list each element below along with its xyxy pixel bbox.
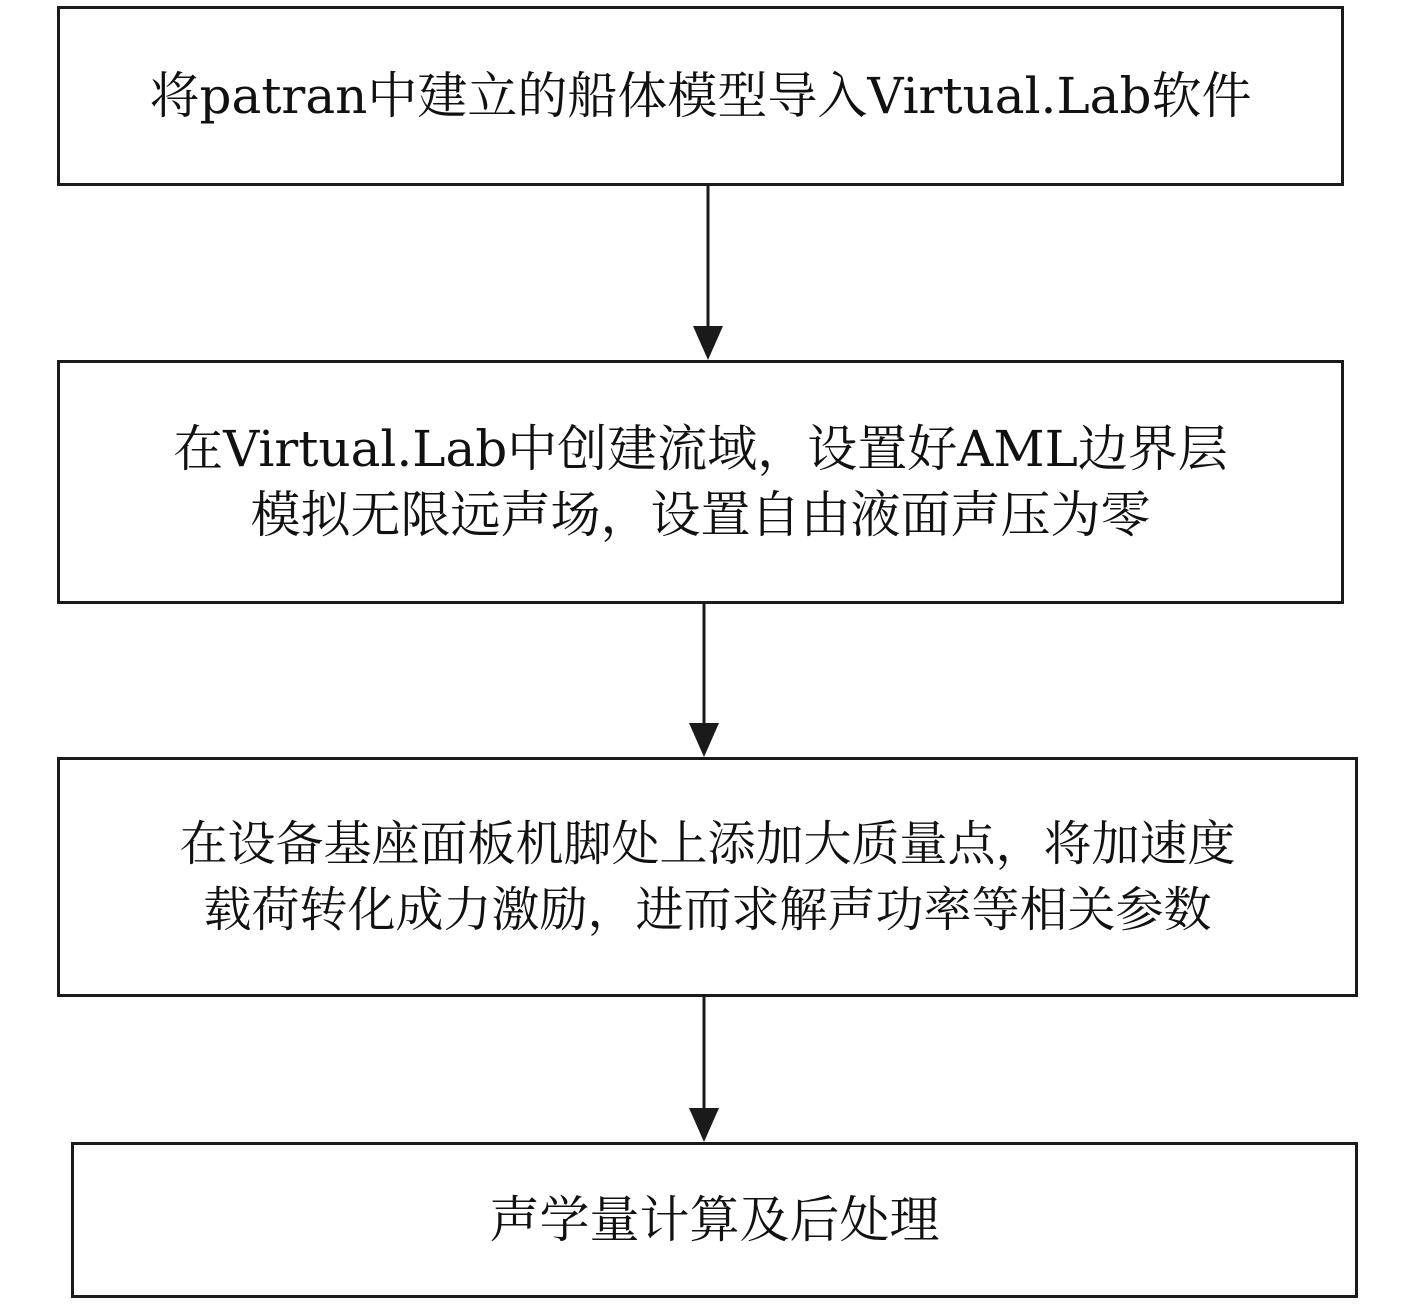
step-1-line-1: 将patran中建立的船体模型导入Virtual.Lab软件 [149, 67, 1252, 125]
arrow-step1-to-step2 [693, 186, 723, 360]
step-2-line-1: 在Virtual.Lab中创建流域，设置好AML边界层 [173, 420, 1228, 478]
step-4-postprocessing [71, 1142, 1358, 1298]
step-2-create-fluid-domain [57, 360, 1344, 604]
step-3-line-1: 在设备基座面板机脚处上添加大质量点，将加速度 [179, 816, 1236, 872]
arrow-step2-to-step3 [689, 604, 719, 757]
step-2-line-2: 模拟无限远声场，设置自由液面声压为零 [250, 486, 1151, 544]
step-3-add-mass-points [57, 757, 1358, 997]
step-3-line-2: 载荷转化成力激励，进而求解声功率等相关参数 [203, 882, 1212, 938]
arrow-step3-to-step4 [689, 997, 719, 1142]
step-1-import-model [57, 6, 1344, 186]
step-4-line-1: 声学量计算及后处理 [489, 1191, 940, 1249]
